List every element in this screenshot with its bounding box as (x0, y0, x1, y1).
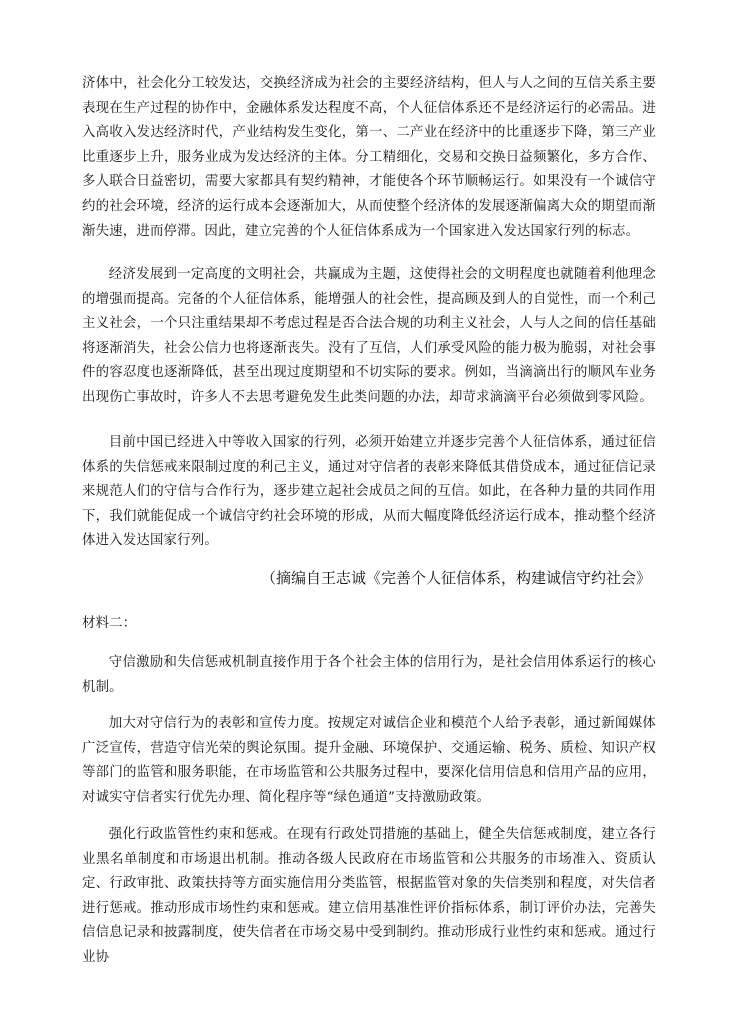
source-citation: （摘编自王志诚《完善个人征信体系，构建诚信守约社会》 (260, 569, 651, 587)
material-one-paragraph-3: 目前中国已经进入中等收入国家的行列，必须开始建立并逐步完善个人征信体系，通过征信体系的失信惩戒来限制过度的利己主义，通过对守信者的表彰来降低其借贷成本，通过征信记录来规范人们的守信与合作行为，逐步建立起社会成员之间的互信。如此，在各种力量的共同作用下，我们就能促成一个诚信守约社会环境的形成，从而大幅度降低经济运行成本，推动整个经济体进入发达国家行列。 (82, 435, 656, 549)
material-two-label: 材料二： (82, 616, 137, 631)
material-one-paragraph-1: 济体中，社会化分工较发达，交换经济成为社会的主要经济结构，但人与人之间的互信关系主要表现在生产过程的协作中，金融体系发达程度不高，个人征信体系还不是经济运行的必需品。进入高收入发达经济时代，产业结构发生变化，第一、二产业在经济中的比重逐步下降，第三产业比重逐步上升，服务业成为发达经济的主体。分工精细化，交易和交换日益频繁化，多方合作、多人联合日益密切，需要大家都具有契约精神，才能使各个环节顺畅运行。如果没有一个诚信守约的社会环境，经济的运行成本会逐渐加大，从而使整个经济体的发展逐渐偏离大众的期望而渐渐失速，进而停滞。因此，建立完善的个人征信体系成为一个国家进入发达国家行列的标志。 (82, 76, 656, 239)
material-two-paragraph-2: 加大对守信行为的表彰和宣传力度。按规定对诚信企业和模范个人给予表彰，通过新闻媒体广泛宣传，营造守信光荣的舆论氛围。提升金融、环境保护、交通运输、税务、质检、知识产权等部门的监管和服务职能，在市场监管和公共服务过程中，要深化信用信息和信用产品的应用，对诚实守信者实行优先办理、简化程序等“绿色通道”支持激励政策。 (82, 716, 656, 805)
material-one-paragraph-2: 经济发展到一定高度的文明社会，共赢成为主题，这使得社会的文明程度也就随着利他理念的增强而提高。完备的个人征信体系，能增强人的社会性，提高顾及到人的自觉性，而一个利己主义社会，一个只注重结果却不考虑过程是否合法合规的功利主义社会，人与人之间的信任基础将逐渐消失，社会公信力也将逐渐丧失。没有了互信，人们承受风险的能力极为脆弱，对社会事件的容忍度也逐渐降低，甚至出现过度期望和不切实际的要求。例如，当滴滴出行的顺风车业务出现伤亡事故时，许多人不去思考避免发生此类问题的办法，却苛求滴滴平台必须做到零风险。 (82, 267, 656, 405)
material-two-paragraph-1: 守信激励和失信惩戒机制直接作用于各个社会主体的信用行为，是社会信用体系运行的核心机制。 (82, 655, 656, 695)
material-two-paragraph-3: 强化行政监管性约束和惩戒。在现有行政处罚措施的基础上，健全失信惩戒制度，建立各行业黑名单制度和市场退出机制。推动各级人民政府在市场监管和公共服务的市场准入、资质认定、行政审批、政策扶持等方面实施信用分类监管，根据监管对象的失信类别和程度，对失信者进行惩戒。推动形成市场性约束和惩戒。建立信用基准性评价指标体系，制订评价办法，完善失信信息记录和披露制度，使失信者在市场交易中受到制约。推动形成行业性约束和惩戒。通过行业协 (82, 827, 656, 965)
